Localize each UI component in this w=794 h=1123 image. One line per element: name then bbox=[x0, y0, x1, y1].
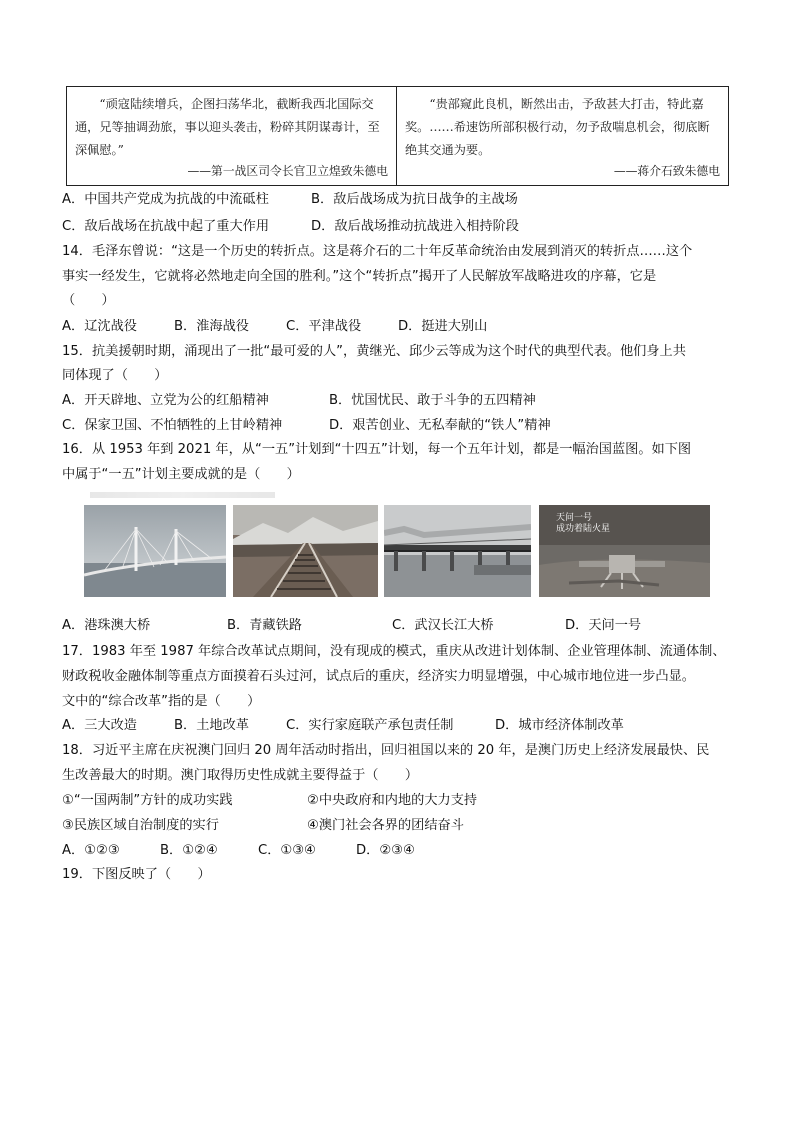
q18-option-a[interactable]: A．①②③ bbox=[62, 843, 120, 858]
q14-option-b[interactable]: B．淮海战役 bbox=[174, 319, 249, 334]
q17-stem-line3: 文中的“综合改革”指的是（ ） bbox=[62, 694, 261, 709]
q16-option-a[interactable]: A．港珠澳大桥 bbox=[62, 618, 151, 633]
q19-stem-line1: 19．下图反映了（ ） bbox=[62, 867, 211, 882]
q16-option-c[interactable]: C．武汉长江大桥 bbox=[392, 618, 494, 633]
q17-option-c[interactable]: C．实行家庭联产承包责任制 bbox=[286, 718, 454, 733]
photo-hong-kong-zhuhai-macao-bridge[interactable] bbox=[84, 505, 226, 597]
q15-stem-line1: 15．抗美援朝时期，涌现出了一批“最可爱的人”，黄继光、邱少云等成为这个时代的典型代表。他们身上共 bbox=[62, 344, 686, 359]
q13-options-row2 bbox=[62, 218, 519, 236]
photo-qinghai-tibet-railway[interactable] bbox=[233, 505, 378, 597]
q18-item-3: ③民族区域自治制度的实行 bbox=[62, 818, 219, 833]
q14-stem-line2: 事实一经发生，它就将必然地走向全国的胜利。”这个“转折点”揭开了人民解放军战略进攻的序幕，它是 bbox=[62, 269, 657, 284]
q15-option-b[interactable]: B．忧国忧民、敢于斗争的五四精神 bbox=[329, 393, 536, 408]
q17-option-a[interactable]: A．三大改造 bbox=[62, 718, 137, 733]
photo-tianwen-caption bbox=[556, 513, 610, 535]
q18-item-1: ①“一国两制”方针的成功实践 bbox=[62, 793, 233, 808]
photo-tianwen-caption-line2: 成功着陆火星 bbox=[556, 524, 611, 534]
q13-option-b[interactable]: B．敌后战场成为抗日战争的主战场 bbox=[311, 192, 518, 207]
q15-options-row2 bbox=[62, 417, 551, 435]
quote-right-cell bbox=[397, 87, 728, 185]
quote-left-cell bbox=[67, 87, 397, 185]
q18-stem-line2: 生改善最大的时期。澳门取得历史性成就主要得益于（ ） bbox=[62, 768, 419, 783]
q14-option-a[interactable]: A．辽沈战役 bbox=[62, 319, 137, 334]
q15-option-a[interactable]: A．开天辟地、立党为公的红船精神 bbox=[62, 393, 269, 408]
q13-option-d[interactable]: D．敌后战场推动抗战进入相持阶段 bbox=[311, 219, 519, 234]
q18-item-2: ②中央政府和内地的大力支持 bbox=[307, 793, 478, 808]
q16-option-b[interactable]: B．青藏铁路 bbox=[227, 618, 302, 633]
q18-options bbox=[62, 842, 415, 860]
q15-stem-line2: 同体现了（ ） bbox=[62, 368, 168, 383]
quote-table bbox=[66, 86, 729, 186]
q17-stem-line1: 17．1983 年至 1987 年综合改革试点期间，没有现成的模式，重庆从改进计划体制、企业管理体制、流通体制、 bbox=[62, 644, 726, 659]
q18-option-d[interactable]: D．②③④ bbox=[356, 843, 415, 858]
q14-answer-paren: （ ） bbox=[62, 293, 115, 308]
quote-right-text: “贵部窥此良机，断然出击，予敌甚大打击，特此嘉奖。……希速饬所部积极行动，勿予敌喘息机会，彻底断绝其交通为要。 bbox=[405, 97, 710, 157]
q15-options-row1 bbox=[62, 392, 536, 410]
q17-stem-line2: 财政税收金融体制等重点方面摸着石头过河，试点后的重庆，经济实力明显增强，中心城市地位进一步凸显。 bbox=[62, 669, 695, 684]
q14-option-c[interactable]: C．平津战役 bbox=[286, 319, 362, 334]
q16-stem-line1: 16．从 1953 年到 2021 年，从“一五”计划到“十四五”计划，每一个五年计划，都是一幅治国蓝图。如下图 bbox=[62, 442, 692, 457]
q16-option-d[interactable]: D．天问一号 bbox=[565, 618, 642, 633]
q18-items-row2 bbox=[62, 817, 464, 835]
q18-option-c[interactable]: C．①③④ bbox=[258, 843, 316, 858]
q14-options bbox=[62, 318, 487, 336]
q14-option-d[interactable]: D．挺进大别山 bbox=[398, 319, 488, 334]
q16-stem-line2: 中属于“一五”计划主要成就的是（ ） bbox=[62, 467, 300, 482]
quote-left-text: “顽寇陆续增兵，企图扫荡华北，截断我西北国际交通，兄等抽调劲旅，事以迎头袭击，粉碎其阴谋毒计，至深佩慰。” bbox=[75, 97, 380, 157]
q13-option-a[interactable]: A．中国共产党成为抗战的中流砥柱 bbox=[62, 192, 269, 207]
photo-wuhan-yangtze-bridge[interactable] bbox=[384, 505, 531, 597]
q17-options bbox=[62, 717, 624, 735]
q13-option-c[interactable]: C．敌后战场在抗战中起了重大作用 bbox=[62, 219, 270, 234]
quote-left-source: ——第一战区司令长官卫立煌致朱德电 bbox=[187, 164, 388, 178]
q15-option-d[interactable]: D．艰苦创业、无私奉献的“铁人”精神 bbox=[329, 418, 551, 433]
quote-right-source: ——蒋介石致朱德电 bbox=[613, 164, 720, 178]
scan-smudge bbox=[90, 492, 275, 498]
photo-tianwen-caption-line1: 天问一号 bbox=[556, 513, 593, 523]
q13-options-row1 bbox=[62, 191, 518, 209]
q18-option-b[interactable]: B．①②④ bbox=[160, 843, 218, 858]
q14-stem-line1: 14．毛泽东曾说：“这是一个历史的转折点。这是蒋介石的二十年反革命统治由发展到消灭的转折点……这个 bbox=[62, 244, 693, 259]
q17-option-b[interactable]: B．土地改革 bbox=[174, 718, 249, 733]
q16-photo-strip bbox=[84, 505, 710, 597]
q15-option-c[interactable]: C．保家卫国、不怕牺牲的上甘岭精神 bbox=[62, 418, 283, 433]
q16-options bbox=[62, 617, 641, 635]
q17-option-d[interactable]: D．城市经济体制改革 bbox=[495, 718, 624, 733]
q18-item-4: ④澳门社会各界的团结奋斗 bbox=[307, 818, 464, 833]
q18-stem-line1: 18．习近平主席在庆祝澳门回归 20 周年活动时指出，回归祖国以来的 20 年，是澳门历史上经济发展最快、民 bbox=[62, 743, 710, 758]
q18-items-row1 bbox=[62, 792, 477, 810]
